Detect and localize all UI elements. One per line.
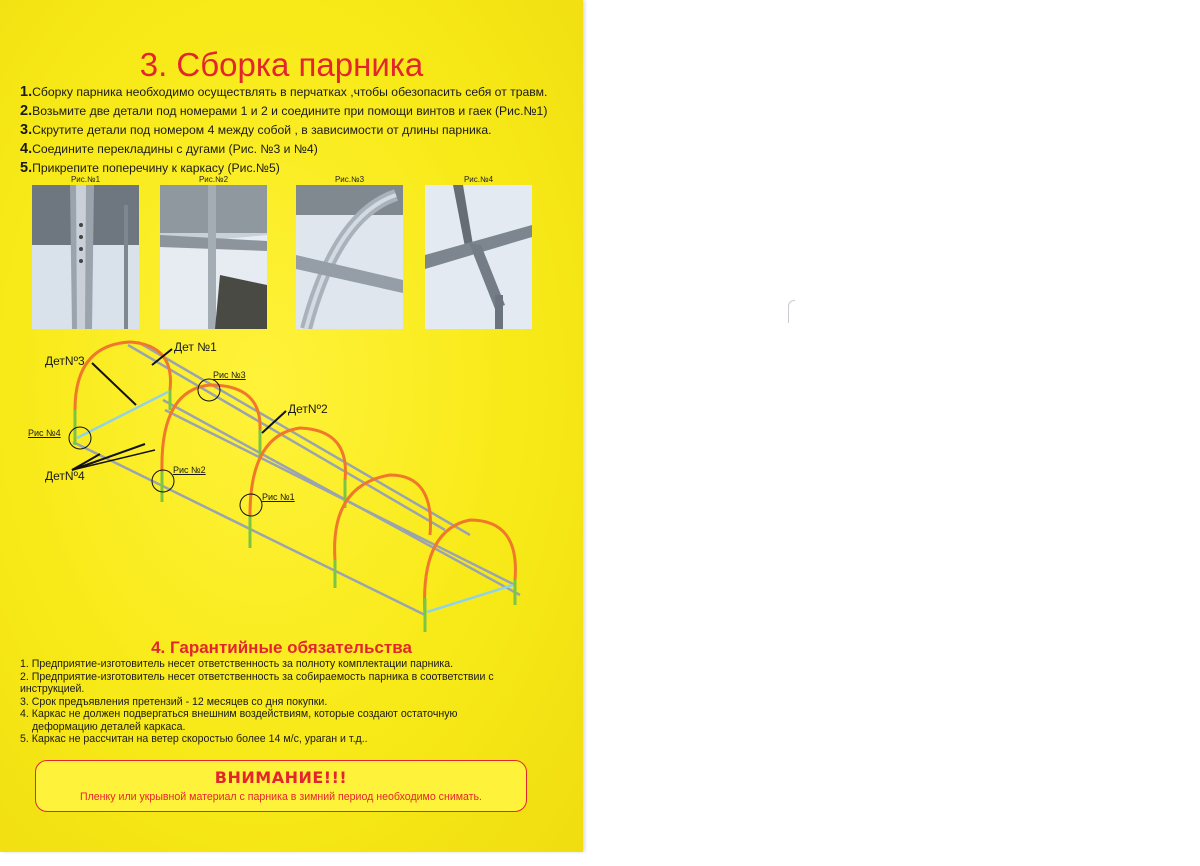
step-item [20, 121, 547, 140]
warranty-item-continuation: инструкцией. [20, 683, 85, 695]
step-number: 2. [20, 103, 33, 119]
warranty-item-text: 2. Предприятие-изготовитель несет ответственность за собираемость парника в соответствии с [20, 670, 494, 683]
step-number: 1. [20, 84, 33, 100]
photo-fig1-image [32, 185, 139, 329]
step-text: Соедините перекладины с дугами (Рис. №3 и №4) [32, 142, 318, 156]
warranty-item [20, 733, 550, 746]
step-text: Прикрепите поперечину к каркасу (Рис.№5) [32, 161, 280, 175]
warranty-item-text: 4. Каркас не должен подвергаться внешним воздействиям, которые создают остаточную [20, 708, 458, 720]
warranty-item-continuation: деформацию деталей каркаса. [32, 720, 186, 733]
label-ris1: Рис №1 [262, 492, 295, 502]
step-text: Возьмите две детали под номерами 1 и 2 и соедините при помощи винтов и гаек (Рис.№1) [32, 104, 548, 118]
photo-caption: Рис.№2 [198, 175, 229, 184]
label-det2: ДетNº2 [288, 402, 328, 416]
step-text: Сборку парника необходимо осуществлять в перчатках ,чтобы обезопасить себя от травм. [32, 85, 548, 99]
label-det3: ДетNº3 [45, 354, 85, 368]
label-ris3: Рис №3 [213, 370, 246, 380]
photo-fig1 [32, 175, 139, 329]
assembly-title: 3. Сборка парника [139, 46, 424, 83]
arch-5-crossbar [427, 585, 513, 612]
warning-box [35, 760, 527, 812]
warranty-title: 4. Гарантийные обязательства [151, 638, 412, 657]
photo-caption: Рис.№4 [463, 175, 494, 184]
step-item [20, 140, 547, 159]
warranty-item-text: 3. Срок предъявления претензий - 12 месяцев со дня покупки. [20, 695, 328, 708]
step-item [20, 83, 547, 102]
warranty-item [20, 658, 550, 671]
photo-fig4 [425, 175, 532, 329]
photo-fig4-image [425, 185, 532, 329]
warranty-item-text: 5. Каркас не рассчитан на ветер скоростью более 14 м/с, ураган и т.д.. [20, 733, 368, 745]
warranty-item-text: 1. Предприятие-изготовитель несет ответственность за полноту комплектации парника. [20, 658, 454, 670]
photo-caption: Рис.№1 [70, 175, 101, 184]
warning-heading: ВНИМАНИЕ!!! [214, 768, 348, 787]
photo-fig2-image [160, 185, 267, 329]
rail-bottom-right [165, 410, 515, 585]
label-det1: Дет №1 [174, 340, 217, 354]
photo-fig3 [296, 175, 403, 329]
greenhouse-frame-diagram [0, 330, 583, 640]
step-number: 3. [20, 122, 33, 138]
rail-top-ridge [128, 345, 445, 530]
warning-text: Пленку или укрывной материал с парника в зимний период необходимо снимать. [80, 791, 482, 803]
warranty-list [20, 658, 550, 746]
label-det4: ДетNº4 [45, 469, 85, 483]
instruction-leaflet [0, 0, 583, 852]
warranty-item [20, 696, 550, 709]
label-ris4: Рис №4 [28, 428, 61, 438]
step-text: Скрутите детали под номером 4 между собой , в зависимости от длины парника. [32, 123, 492, 137]
photo-fig2 [160, 175, 267, 329]
assembly-steps [20, 83, 547, 178]
pointer-det4-c [72, 450, 155, 470]
rail-top-near [138, 342, 470, 535]
step-item [20, 102, 547, 121]
warranty-item [20, 671, 550, 696]
photo-caption: Рис.№3 [334, 175, 365, 184]
photo-fig3-image [296, 185, 403, 329]
step-number: 5. [20, 160, 33, 176]
arch-2 [162, 385, 260, 472]
label-ris2: Рис №2 [173, 465, 206, 475]
warranty-item [20, 708, 550, 733]
pointer-det3 [92, 363, 136, 405]
step-number: 4. [20, 141, 33, 157]
paper-mark [788, 300, 795, 323]
arch-1-crossbar [77, 392, 168, 438]
